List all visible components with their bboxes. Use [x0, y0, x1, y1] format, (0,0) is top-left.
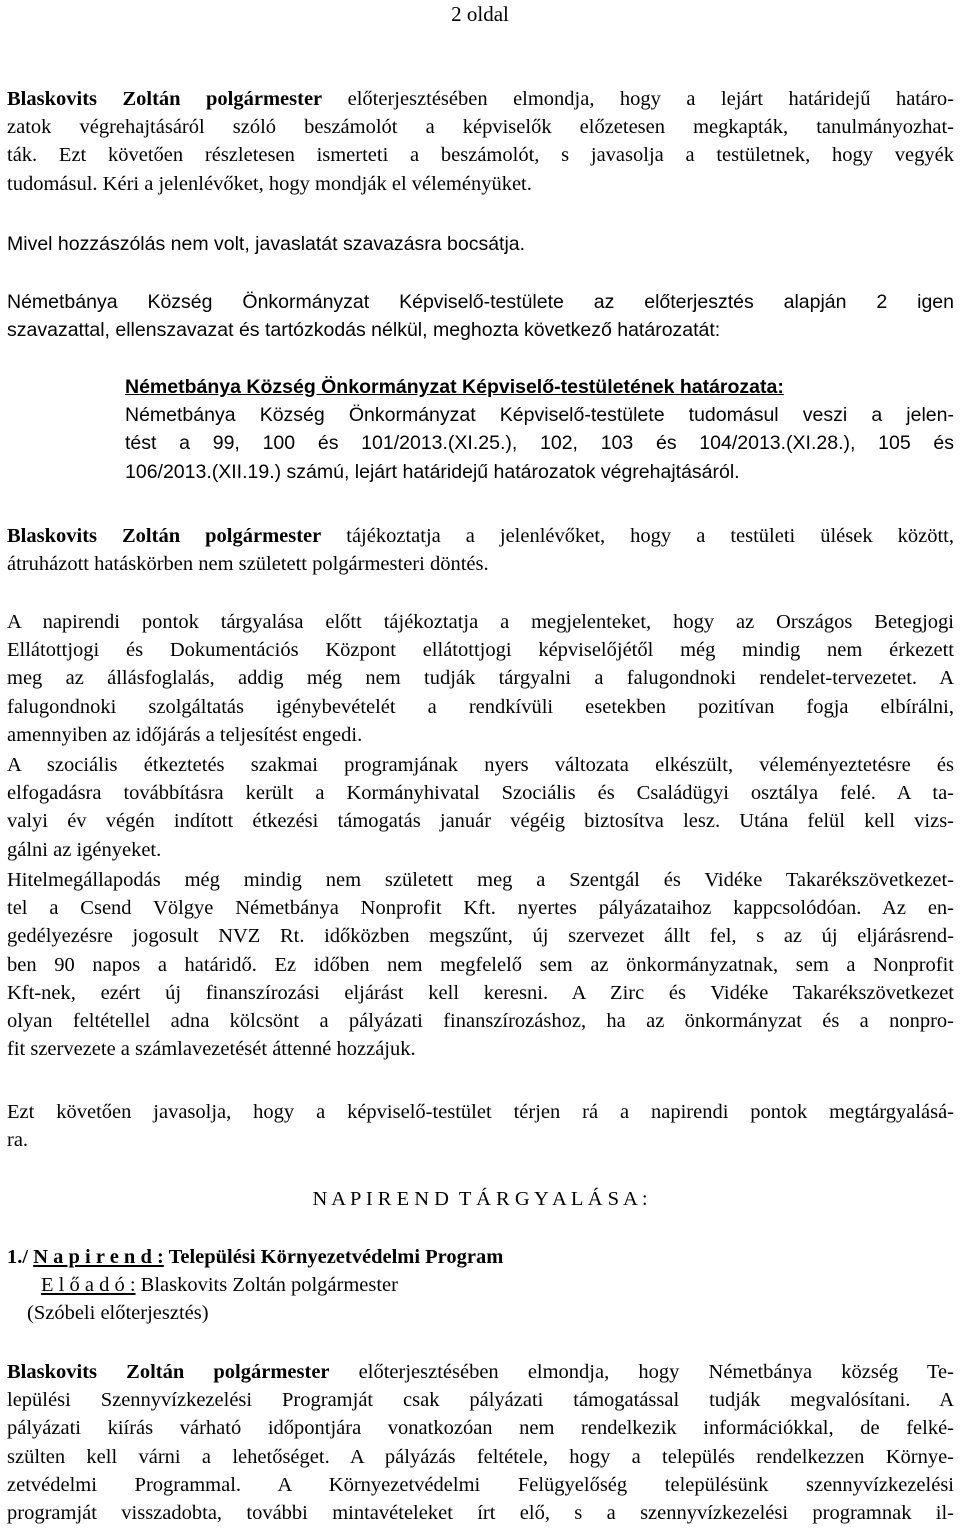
paragraph-line: Németbánya Község Önkormányzat Képviselő-testülete az előterjesztés alapján 2 igen [7, 291, 954, 313]
paragraph-line: gedélyezésre jogosult NVZ Rt. időközben megszűnt, új szervezet állt fel, s az új eljárásrend- [7, 925, 954, 948]
paragraph-line: fit szervezete a számlavezetését áttenné hozzájuk. [7, 1038, 416, 1061]
paragraph-line: zetvédelmi Programmal. A Környezetvédelmi Felügyelőség településünk szennyvízkezelési [7, 1473, 954, 1496]
paragraph-line: tudomásul. Kéri a jelenlévőket, hogy mondják el véleményüket. [7, 172, 532, 195]
paragraph-line: A szociális étkeztetés szakmai programjának nyers változata elkészült, véleményeztetésre és [7, 754, 954, 776]
item-number: 1./ [7, 1246, 29, 1268]
agenda-item-1 [7, 1243, 954, 1328]
speaker-name: Blaskovits Zoltán polgármester [7, 1361, 330, 1383]
paragraph-line: A napirendi pontok tárgyalása előtt tájékoztatja a megjelenteket, hogy az Országos Betegjogi [7, 611, 954, 633]
paragraph-line: gálni az igényeket. [7, 838, 162, 861]
paragraph-line: szülten kell várni a lehetőséget. A pályázás feltétele, hogy a település rendelkezzen Környe- [7, 1445, 954, 1468]
speaker-name: Blaskovits Zoltán polgármester [7, 525, 322, 547]
paragraph-loan-agreement [7, 866, 954, 1063]
paragraph-line: meg az állásfoglalás, addig még nem tudják tárgyalni a falugondnoki rendelet-tervezetet. A [7, 667, 954, 690]
presenter-name: Blaskovits Zoltán polgármester [135, 1274, 398, 1297]
paragraph-social-catering [7, 751, 954, 864]
paragraph-line: szavazattal, ellenszavazat és tartózkodás nélkül, meghozta következő határozatát: [7, 319, 721, 342]
paragraph-line: valyi év végén indított étkezési támogatás január végéig biztosítva lesz. Utána felül kell vizs- [7, 810, 954, 833]
paragraph-environment-program [7, 1358, 954, 1527]
paragraph-line: Hitelmegállapodás még mindig nem született meg a Szentgál és Vidéke Takarékszövetkezet- [7, 869, 954, 891]
paragraph-line: elfogadásra továbbításra került a Kormányhivatal Szociális és Családügyi osztálya felé. A ta- [7, 782, 954, 805]
paragraph-line: olyan feltétellel adna kölcsönt a pályázati finanszírozáshoz, ha az önkormányzat és a nonpro- [7, 1010, 954, 1033]
speaker-name: Blaskovits Zoltán polgármester [7, 88, 323, 110]
paragraph-line: Blaskovits Zoltán polgármester előterjesztésében elmondja, hogy Németbánya község Te- [7, 1361, 954, 1383]
paragraph-line: zatok végrehajtásáról szóló beszámolót a képviselők előzetesen megkapták, tanulmányozhat- [7, 116, 954, 139]
paragraph-line: Ellátottjogi és Dokumentációs Központ ellátottjogi képviselőjétől még mindig nem érkezett [7, 639, 954, 662]
paragraph-mayor-info [7, 522, 954, 578]
resolution-line: tést a 99, 100 és 101/2013.(XI.25.), 102, 103 és 104/2013.(XI.28.), 105 és [125, 432, 954, 455]
paragraph-agenda-proposal [7, 1098, 954, 1154]
paragraph-line: pályázati kiírás várható időpontjára vonatkozóan nem rendelkezik információkkal, de felké- [7, 1417, 954, 1440]
resolution-block [125, 373, 954, 486]
paragraph-line: falugondnoki szolgáltatás igénybevételét a rendkívüli esetekben pozitívan fogja elbírálni, [7, 695, 954, 718]
paragraph-vote-call [7, 230, 954, 258]
paragraph-line: ra. [7, 1129, 29, 1152]
agenda-item-title-line [7, 1243, 954, 1271]
paragraph-line: tel a Csend Völgye Németbánya Nonprofit Kft. nyertes pályázataihoz kappcsolódóan. Az en- [7, 897, 954, 920]
paragraph-line: Blaskovits Zoltán polgármester előterjesztésében elmondja, hogy a lejárt határidejű határo- [7, 88, 954, 110]
resolution-line: Németbánya Község Önkormányzat Képviselő-testülete tudomásul veszi a jelen- [125, 404, 954, 427]
paragraph-report-intro [7, 85, 954, 198]
agenda-heading: N A P I R E N D T Á R G Y A L Á S A : [312, 1188, 648, 1210]
paragraph-decision-intro [7, 288, 954, 344]
paragraph-line: lepülési Szennyvízkezelési Programját csak pályázati támogatással tudják megvalósítani. A [7, 1389, 954, 1412]
submission-note: (Szóbeli előterjesztés) [27, 1302, 209, 1325]
resolution-title: Németbánya Község Önkormányzat Képviselő-testületének határozata: [125, 376, 784, 398]
eloado-label: E l ő a d ó : [41, 1274, 136, 1297]
paragraph-line: ben 90 napos a határidő. Ez időben nem megfelelő sem az önkormányzatnak, sem a Nonprofit [7, 953, 954, 976]
napirend-label: N a p i r e n d : [33, 1246, 164, 1268]
paragraph-line: átruházott hatáskörben nem született polgármesteri döntés. [7, 553, 489, 576]
paragraph-line: Ezt követően javasolja, hogy a képviselő-testület térjen rá a napirendi pontok megtárgyalásá- [7, 1101, 954, 1123]
paragraph-line: Blaskovits Zoltán polgármester tájékoztatja a jelenlévőket, hogy a testületi ülések között, [7, 525, 954, 547]
paragraph-line: amennyiben az időjárás a teljesítést engedi. [7, 723, 363, 746]
item-title: Települési Környezetvédelmi Program [163, 1246, 504, 1268]
paragraph-line: programját visszadobta, további mintavételeket írt elő, s a szennyvízkezelési programnak il- [7, 1502, 954, 1525]
page-number: 2 oldal [451, 2, 509, 26]
paragraph-line: Mivel hozzászólás nem volt, javaslatát szavazásra bocsátja. [7, 233, 526, 255]
presenter-line [7, 1271, 954, 1299]
paragraph-line: Kft-nek, ezért új finanszírozási eljárást kell keresni. A Zirc és Vidéke Takarékszövetkezet [7, 981, 954, 1004]
resolution-line: 106/2013.(XII.19.) számú, lejárt határidejű határozatok végrehajtásáról. [125, 460, 740, 483]
paragraph-line: ták. Ezt követően részletesen ismerteti a beszámolót, s javasolja a testületnek, hogy vegyék [7, 144, 954, 167]
paragraph-agenda-info [7, 608, 954, 749]
